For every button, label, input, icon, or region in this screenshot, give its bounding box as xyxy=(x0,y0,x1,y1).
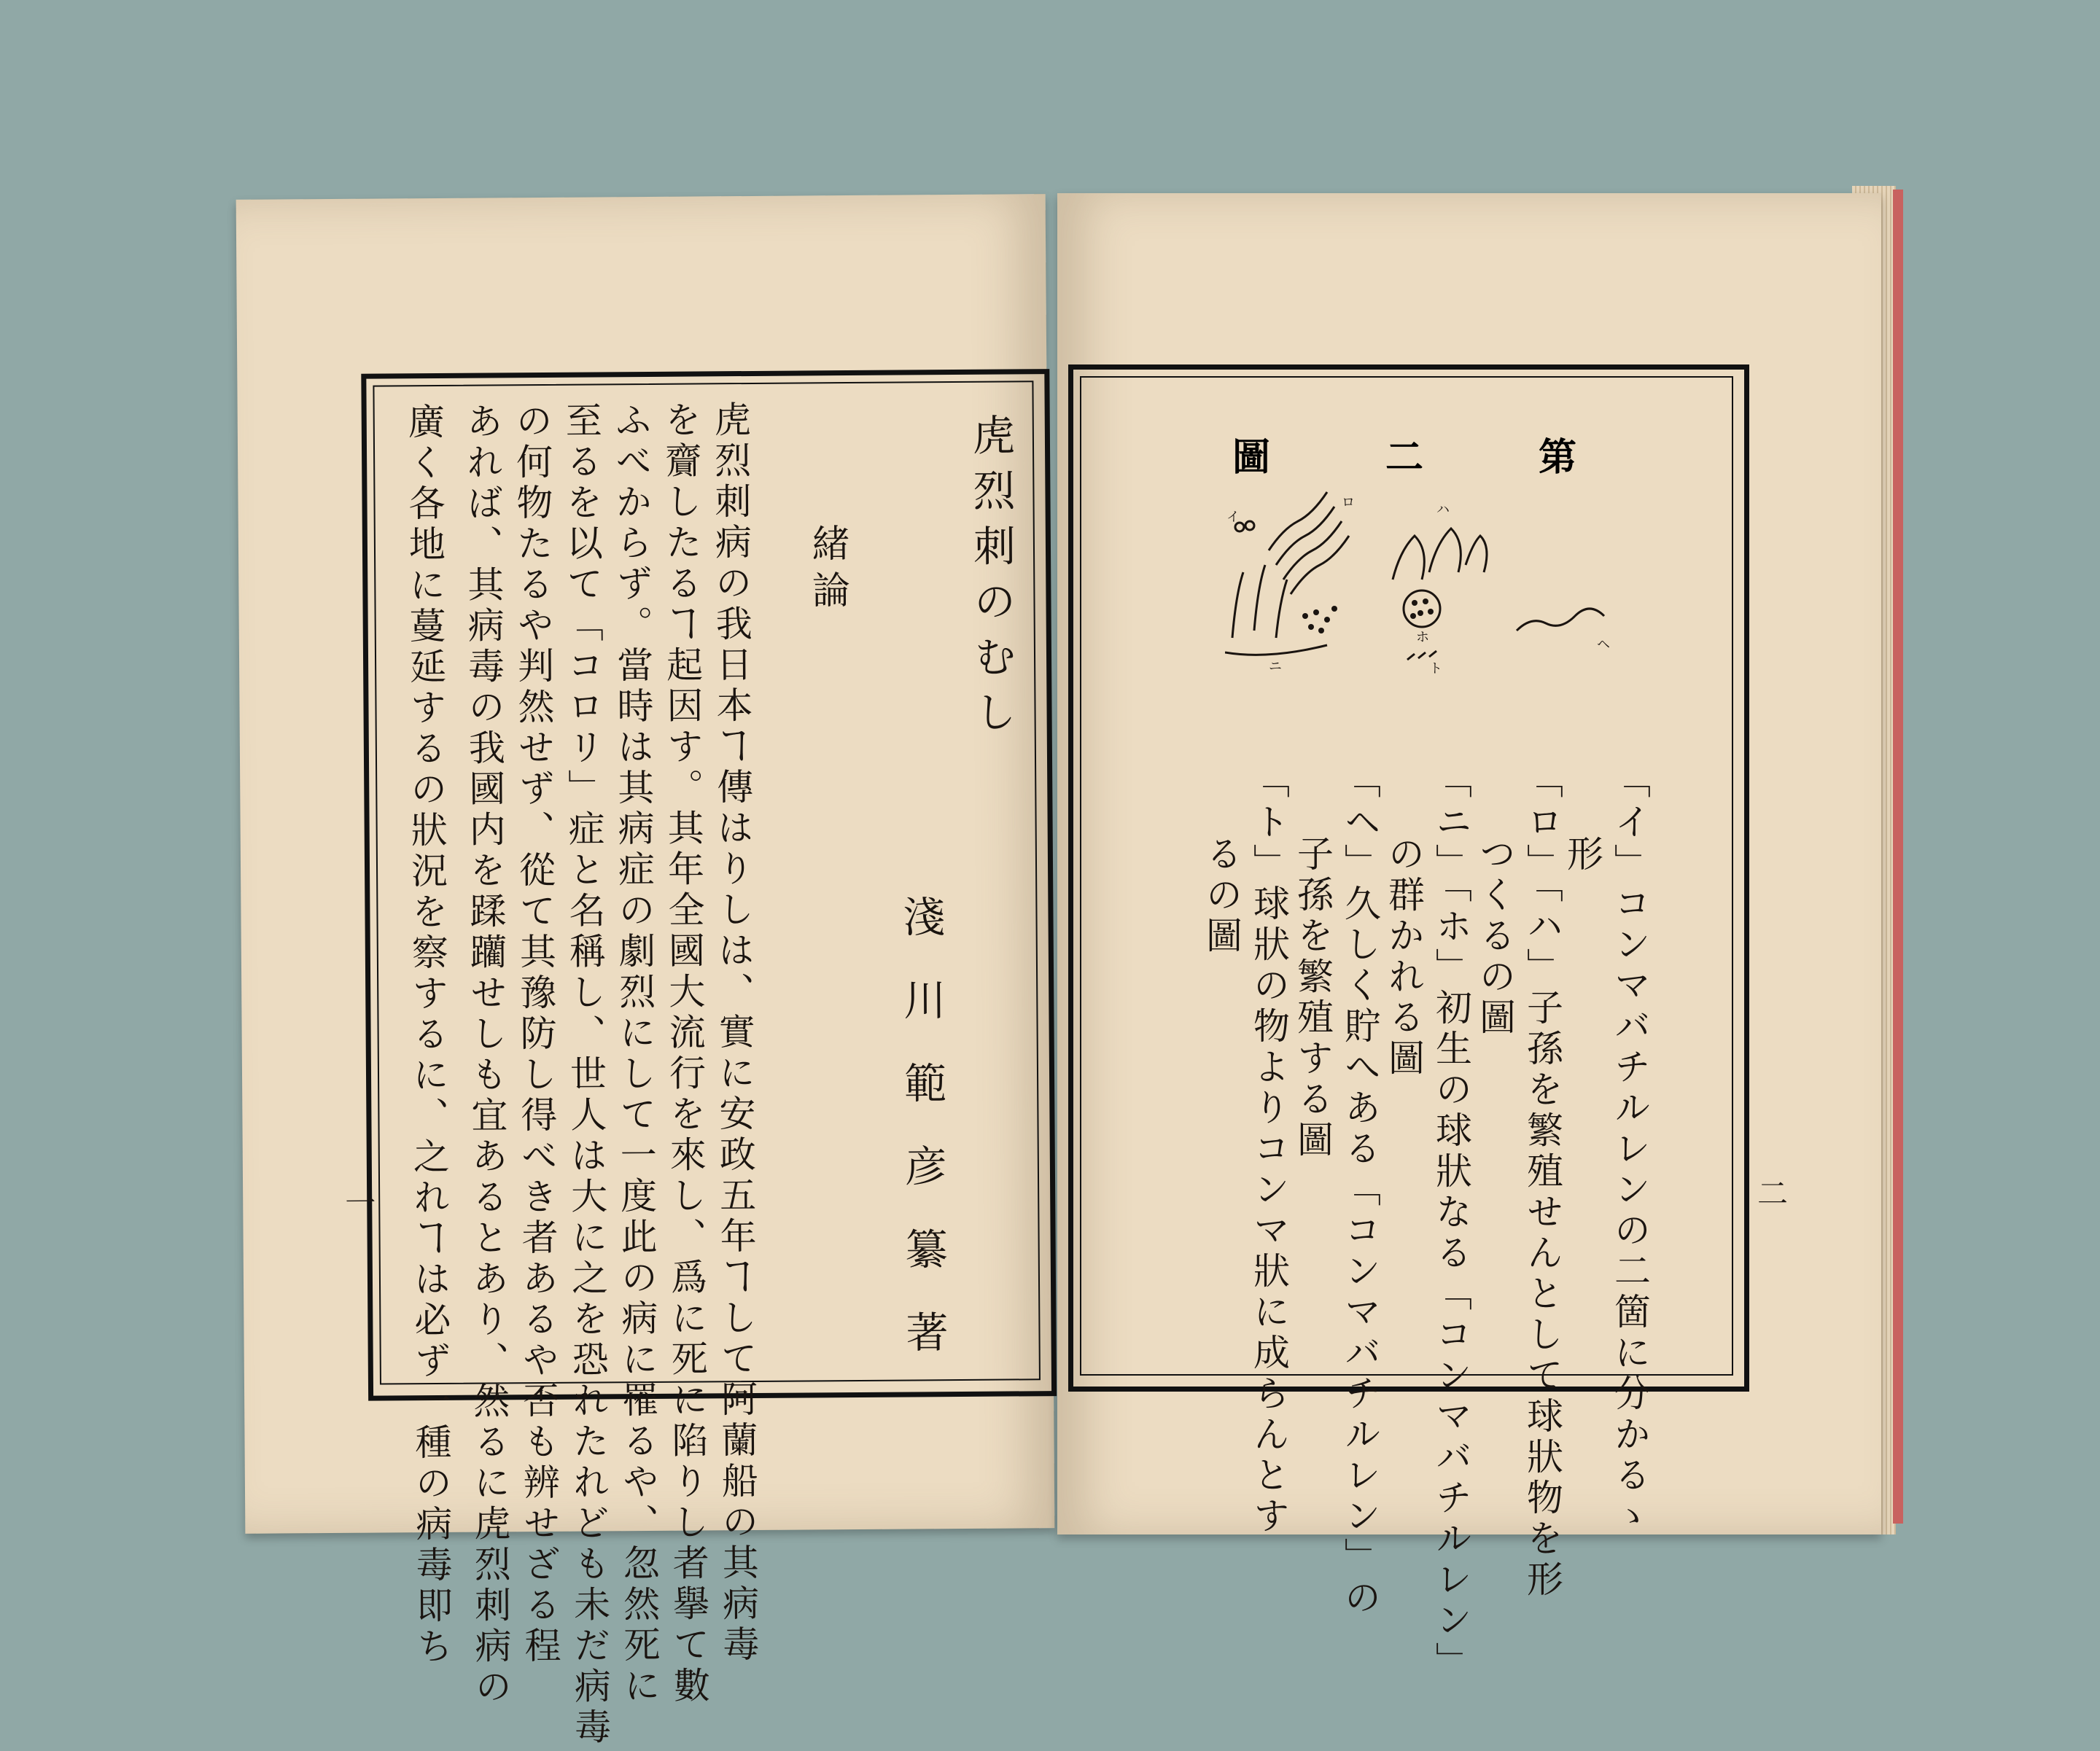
caption-line: の群かれる圖 xyxy=(1382,835,1425,1080)
figure-label: ロ xyxy=(1342,495,1355,510)
figure-title-char: 二 xyxy=(1385,435,1424,480)
book-title: 虎烈刺のむし xyxy=(965,413,1017,746)
figure-label: ヘ xyxy=(1597,637,1610,652)
caption-line: 形 xyxy=(1561,835,1603,876)
caption-line: 「ヘ」久しく貯へある「コンマバチルレン」の xyxy=(1339,762,1381,1619)
body-line: 至るを以て「コロリ」症と名稱し、世人は大に之を恐れたれども未だ病毒 xyxy=(559,401,612,1749)
caption-line: 「ロ」「ハ」子孫を繁殖せんとして球狀物を形 xyxy=(1521,762,1563,1601)
caption-line: つくるの圖 xyxy=(1474,835,1516,1039)
page-number: 二 xyxy=(1757,1176,1789,1212)
bacteria-illustration xyxy=(1225,485,1633,674)
right-page xyxy=(1057,193,1881,1682)
figure-label: ハ xyxy=(1436,502,1450,518)
body-line: を齎したるヿ起因す。其年全國大流行を來し、爲に死に陷りし者擧て數 xyxy=(658,400,711,1707)
figure-label: ニ xyxy=(1269,659,1282,674)
caption-line: るの圖 xyxy=(1200,835,1242,957)
body-line: 廣く各地に蔓延するの狀況を察するに、之れヿは必ず一種の病毒即ち xyxy=(402,402,454,1669)
caption-line: 子孫を繁殖する圖 xyxy=(1291,835,1334,1161)
left-page xyxy=(236,194,1055,1749)
caption-line: 「ト」球狀の物よりコンマ狀に成らんとす xyxy=(1248,762,1290,1537)
page-number: 一 xyxy=(345,1185,376,1221)
figure-title-char: 圖 xyxy=(1232,435,1271,480)
body-line: あれば、其病毒の我國内を蹂躪せしも宜あるとあり、然るに虎烈刺病の xyxy=(460,402,513,1709)
body-line: の何物たるや判然せず、從て其豫防し得べき者あるや否も辨せざる程 xyxy=(510,401,561,1668)
figure-label: ホ xyxy=(1416,630,1429,645)
section-heading: 緒論 xyxy=(804,523,849,617)
body-line: 虎烈刺病の我日本ヿ傳はりしは、實に安政五年ヿして阿蘭船の其病毒 xyxy=(708,399,760,1666)
cover-edge xyxy=(1893,190,1903,1524)
figure-label: イ xyxy=(1226,510,1240,525)
caption-line: 「イ」コンマバチルレンの二箇に分かるゝ xyxy=(1609,762,1651,1537)
caption-line: 「ニ」「ホ」初生の球狀なる「コンマバチルレン」 xyxy=(1430,762,1472,1682)
figure-title-char: 第 xyxy=(1539,435,1577,480)
author-name: 淺川範彦纂著 xyxy=(895,894,949,1394)
body-line: ふべからず。當時は其病症の劇烈にして一度此の病に罹るや、忽然死に xyxy=(609,400,661,1708)
figure-label: ト xyxy=(1429,661,1442,674)
